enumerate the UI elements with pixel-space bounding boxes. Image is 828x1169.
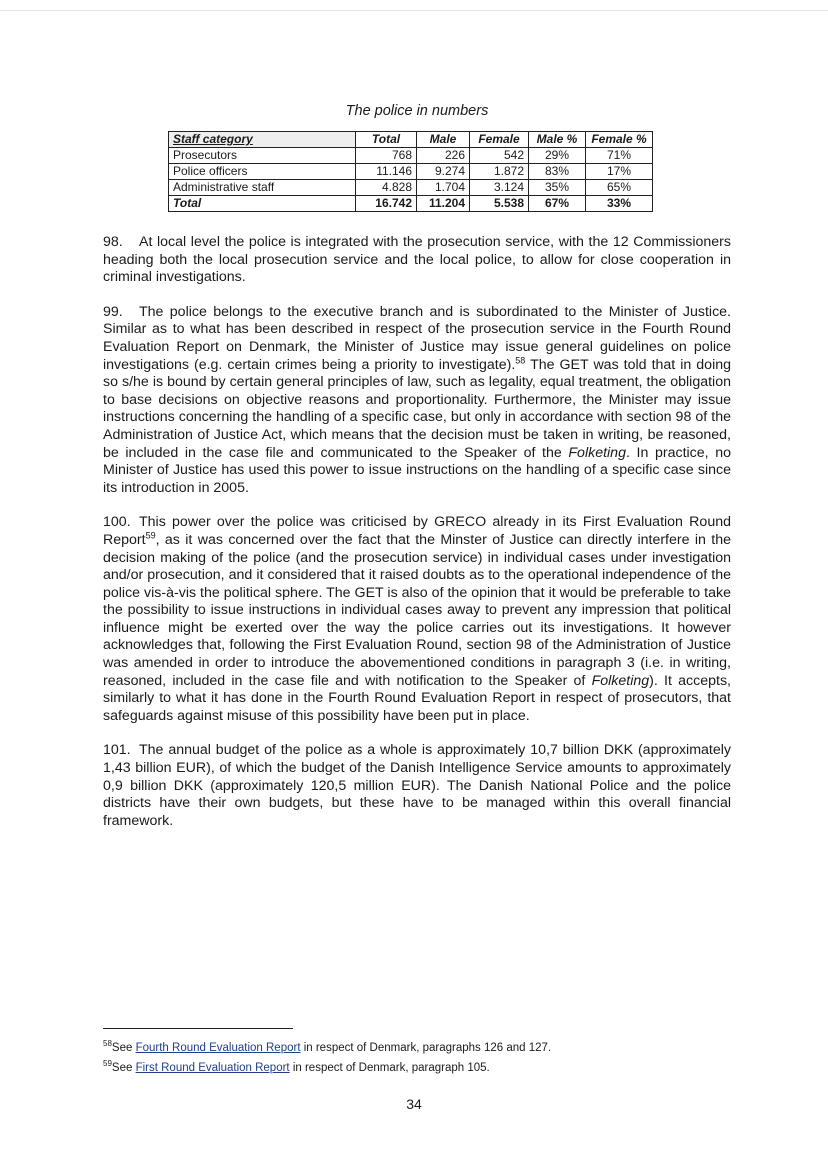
page-number: 34	[406, 1096, 422, 1112]
paragraph-text: ). It accepts, similarly to what it has done in the Fourth Round Evaluation Report in respect of prosecutors, that safeguards against misuse of this possibility have been put in place.	[103, 672, 731, 724]
italic-term: Folketing	[591, 672, 650, 689]
cell-female-percent: 65%	[586, 180, 653, 196]
footnote-link-first-round-report[interactable]: First Round Evaluation Report	[135, 1061, 290, 1074]
footnote-ref-58[interactable]: 58	[515, 354, 526, 365]
paragraph-text: . In practice, no Minister of Justice has used this power to issue instructions on the handling of a specific case since its introduction in 2005.	[103, 444, 731, 496]
paragraph-number: 101.	[103, 742, 131, 759]
footnote-separator	[103, 1028, 293, 1029]
cell-category: Total	[169, 196, 356, 212]
cell-female: 1.872	[470, 164, 529, 180]
cell-male: 226	[417, 148, 470, 164]
cell-male: 11.204	[417, 196, 470, 212]
page-top-rule	[0, 10, 828, 11]
cell-total: 16.742	[356, 196, 417, 212]
page-content	[103, 103, 731, 830]
cell-female: 542	[470, 148, 529, 164]
paragraph-99	[103, 304, 731, 498]
cell-male: 1.704	[417, 180, 470, 196]
paragraph-number: 99.	[103, 303, 123, 320]
header-total: Total	[356, 132, 417, 148]
cell-total: 768	[356, 148, 417, 164]
cell-category: Administrative staff	[169, 180, 356, 196]
paragraph-98	[103, 234, 731, 287]
footnote-link-fourth-round-report[interactable]: Fourth Round Evaluation Report	[135, 1041, 301, 1054]
table-row	[169, 148, 653, 164]
cell-male: 9.274	[417, 164, 470, 180]
header-male: Male	[417, 132, 470, 148]
cell-female: 3.124	[470, 180, 529, 196]
header-female: Female	[470, 132, 529, 148]
cell-female: 5.538	[470, 196, 529, 212]
header-female-percent: Female %	[586, 132, 653, 148]
cell-female-percent: 33%	[586, 196, 653, 212]
header-male-percent: Male %	[529, 132, 586, 148]
table-header-row	[169, 132, 653, 148]
table-row	[169, 180, 653, 196]
cell-male-percent: 67%	[529, 196, 586, 212]
header-staff-category: Staff category	[169, 132, 356, 148]
paragraph-text: The annual budget of the police as a whole is approximately 10,7 billion DKK (approximately 1,43 billion EUR), of which the budget of the Danish Intelligence Service amounts to approximately 0,9 billion DKK (approximately 120,5 million EUR). The Danish National Police and the police districts have their own budgets, but these have to be managed within this overall financial framework.	[103, 742, 731, 829]
paragraph-text: This power over the police was criticised by GRECO already in its First Evaluation Round Report	[103, 514, 731, 548]
paragraph-text: The police belongs to the executive branch and is subordinated to the Minister of Justice. Similar as to what has been described in respect of the prosecution service in the Fourth Round Evaluation Report on Denmark, the Minister of Justice may issue general guidelines on police investigations (e.g. certain crimes being a priority to investigate).	[103, 303, 731, 373]
paragraph-100	[103, 514, 731, 725]
cell-female-percent: 17%	[586, 164, 653, 180]
paragraph-number: 100.	[103, 514, 131, 531]
table-total-row	[169, 196, 653, 212]
footnote-ref-59[interactable]: 59	[145, 530, 156, 541]
cell-male-percent: 29%	[529, 148, 586, 164]
cell-category: Prosecutors	[169, 148, 356, 164]
table-row	[169, 164, 653, 180]
cell-total: 4.828	[356, 180, 417, 196]
footnote-58: $^{58}$See Fourth Round Evaluation Report in respect of Denmark, paragraphs 126 and 127.	[103, 1039, 552, 1054]
cell-female-percent: 71%	[586, 148, 653, 164]
police-numbers-table	[168, 131, 653, 212]
cell-male-percent: 35%	[529, 180, 586, 196]
paragraph-101	[103, 742, 731, 830]
footnote-59: $^{59}$See First Round Evaluation Report in respect of Denmark, paragraph 105.	[103, 1058, 490, 1074]
table-caption: The police in numbers	[345, 103, 489, 119]
paragraph-text: At local level the police is integrated with the prosecution service, with the 12 Commissioners heading both the local prosecution service and the local police, to allow for close cooperation in criminal investigations.	[103, 234, 731, 286]
cell-total: 11.146	[356, 164, 417, 180]
cell-category: Police officers	[169, 164, 356, 180]
paragraph-text: The GET was told that in doing so s/he is bound by certain general principles of law, such as legality, equal treatment, the obligation to base decisions on objective reasons and proportionality. Furthermore, the Minister may issue instructions concerning the handling of a specific case, but only in accordance with section 98 of the Administration of Justice Act, which means that the decision must be taken in writing, be reasoned, be included in the case file and communicated to the Speaker of the	[103, 356, 732, 461]
paragraph-number: 98.	[103, 234, 123, 250]
paragraph-text: , as it was concerned over the fact that the Minster of Justice can directly interfere in the decision making of the police (and the prosecution service) in individual cases under investigation and/or prosecution, and it considered that it raised doubts as to the operational independence of the police vis-à-vis the political sphere. The GET is also of the opinion that it would be preferable to take the possibility to issue instructions in individual cases away to prevent any impression that political influence might be exerted over the way the police carries out its investigations. It however acknowledges that, following the First Evaluation Round, section 98 of the Administration of Justice was amended in order to introduce the abovementioned conditions in paragraph 3 (i.e. in writing, reasoned, included in the case file and with notification to the Speaker of	[103, 531, 731, 689]
italic-term: Folketing	[568, 444, 626, 461]
cell-male-percent: 83%	[529, 164, 586, 180]
footnotes	[103, 1036, 731, 1076]
